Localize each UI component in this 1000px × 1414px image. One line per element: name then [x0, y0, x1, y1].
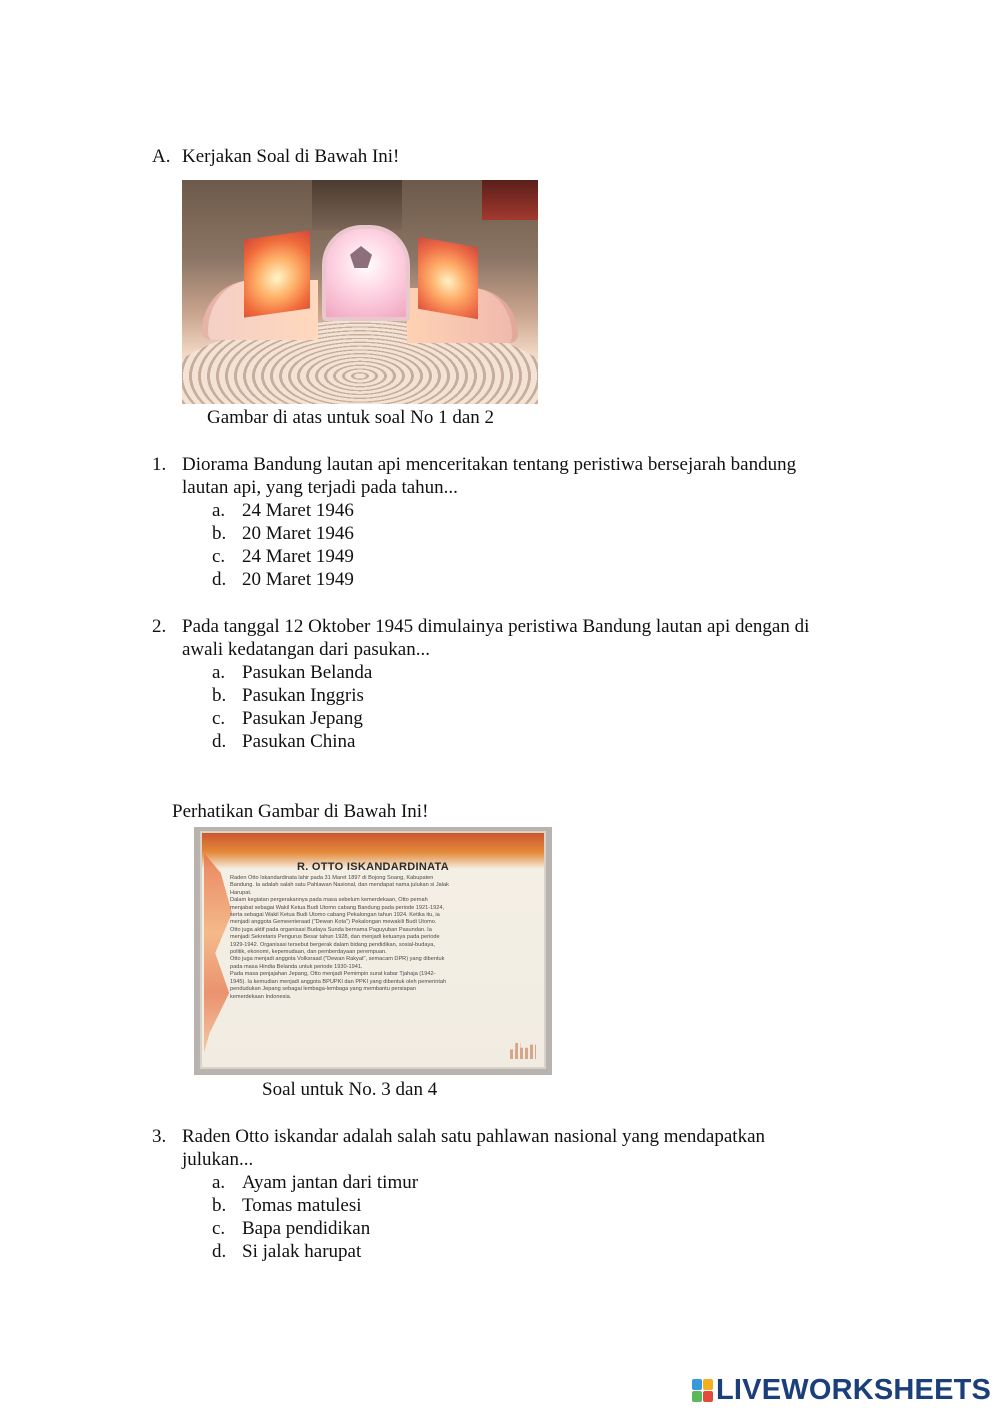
option-text: 24 Maret 1946	[242, 500, 354, 521]
diorama-pillar	[312, 180, 402, 230]
option-c[interactable]	[212, 545, 354, 568]
option-text: Pasukan Belanda	[242, 662, 373, 683]
question-text-line1: Raden Otto iskandar adalah salah satu pahlawan nasional yang mendapatkan	[182, 1126, 765, 1147]
option-letter: b.	[212, 1195, 227, 1216]
option-c[interactable]	[212, 707, 363, 730]
option-letter: d.	[212, 569, 227, 590]
question-number: 2.	[152, 616, 167, 637]
option-letter: a.	[212, 662, 226, 683]
logo-text: LIVEWORKSHEETS	[716, 1373, 992, 1406]
plaque-ribbon-decoration	[204, 853, 232, 1053]
plaque-body: Raden Otto Iskandardinata lahir pada 31 Maret 1897 di Bojong Soang, Kabupaten Bandung. Ia adalah salah satu Pahlawan Nasional, dan mendapat nama julukan si Jalak Harupat. Dalam kegiatan pergerakannya pada masa sebelum kemerdekaan, Otto pernah menjabat sebagai Wakil Ketua Budi Utomo cabang Bandung pada periode 1921-1924, serta sebagai Wakil Ketua Budi Utomo cabang Pekalongan tahun 1924. Ketika itu, ia menjadi anggota Gemeenteraad ("Dewan Kota") Pekalongan mewakili Budi Utomo. Otto juga aktif pada organisasi Budaya Sunda bernama Paguyuban Pasundan. Ia menjadi Sekretaris Pengurus Besar tahun 1928, dan menjadi ketuanya pada periode 1929-1942. Organisasi tersebut bergerak dalam bidang pendidikan, sosial-budaya, politik, ekonomi, kepemudaan, dan pemberdayaan perempuan. Otto juga menjadi anggota Volksraad ("Dewan Rakyat", semacam DPR) yang dibentuk pada masa Hindia Belanda untuk periode 1930-1941. Pada masa penjajahan Jepang, Otto menjadi Pemimpin surat kabar Tjahaja (1942- 1945). Ia kemudian menjadi anggota BPUPKI dan PPKI yang dibentuk oleh pemerintah pendudukan Jepang sebagai lembaga-lembaga yang membantu persiapan kemerdekaan Indonesia.	[230, 875, 449, 1000]
instruction-text: Perhatikan Gambar di Bawah Ini!	[172, 801, 429, 822]
liveworksheets-logo-icon	[692, 1379, 712, 1401]
option-a[interactable]	[212, 661, 372, 684]
section-letter: A.	[152, 146, 171, 167]
option-text: Pasukan Jepang	[242, 708, 363, 729]
option-d[interactable]	[212, 568, 354, 591]
option-letter: b.	[212, 523, 227, 544]
question-text-line1: Diorama Bandung lautan api menceritakan tentang peristiwa bersejarah bandung	[182, 454, 797, 475]
option-letter: c.	[212, 546, 226, 567]
option-text: Pasukan China	[242, 731, 356, 752]
photo2-caption: Soal untuk No. 3 dan 4	[262, 1079, 438, 1100]
question-text-line2: julukan...	[182, 1149, 254, 1170]
option-b[interactable]	[212, 684, 364, 707]
building-skyline-icon	[510, 1043, 536, 1059]
option-d[interactable]	[212, 1240, 361, 1263]
liveworksheets-logo[interactable]	[692, 1374, 991, 1406]
option-text: Tomas matulesi	[242, 1195, 362, 1216]
question-text-line2: lautan api, yang terjadi pada tahun...	[182, 477, 458, 498]
diorama-background-display	[482, 180, 538, 220]
diorama-left-fire-panel	[244, 230, 310, 317]
section-title: Kerjakan Soal di Bawah Ini!	[182, 146, 400, 167]
option-text: 20 Maret 1946	[242, 523, 354, 544]
option-letter: a.	[212, 1172, 226, 1193]
diorama-right-fire-panel	[418, 237, 478, 320]
info-plaque	[200, 831, 546, 1069]
question-text-line1: Pada tanggal 12 Oktober 1945 dimulainya peristiwa Bandung lautan api dengan di	[182, 616, 810, 637]
question-number: 3.	[152, 1126, 167, 1147]
diorama-arch	[322, 225, 410, 321]
option-a[interactable]	[212, 1171, 418, 1194]
diorama-photo	[182, 180, 538, 404]
option-text: 24 Maret 1949	[242, 546, 354, 567]
option-c[interactable]	[212, 1217, 370, 1240]
logo-square	[692, 1379, 702, 1390]
section-heading	[152, 145, 399, 168]
option-text: Pasukan Inggris	[242, 685, 364, 706]
question-text-line2: awali kedatangan dari pasukan...	[182, 639, 430, 660]
option-letter: a.	[212, 500, 226, 521]
question-number: 1.	[152, 454, 167, 475]
option-text: Ayam jantan dari timur	[242, 1172, 419, 1193]
logo-square	[703, 1379, 713, 1390]
option-b[interactable]	[212, 1194, 362, 1217]
option-text: Si jalak harupat	[242, 1241, 362, 1262]
option-b[interactable]	[212, 522, 354, 545]
option-d[interactable]	[212, 730, 355, 753]
plaque-photo	[194, 827, 552, 1075]
option-text: Bapa pendidikan	[242, 1218, 371, 1239]
photo1-caption: Gambar di atas untuk soal No 1 dan 2	[207, 407, 495, 428]
option-letter: c.	[212, 708, 226, 729]
option-letter: b.	[212, 685, 227, 706]
option-letter: c.	[212, 1218, 226, 1239]
logo-square	[692, 1391, 702, 1402]
option-letter: d.	[212, 731, 227, 752]
option-letter: d.	[212, 1241, 227, 1262]
logo-square	[703, 1391, 713, 1402]
option-a[interactable]	[212, 499, 354, 522]
option-text: 20 Maret 1949	[242, 569, 354, 590]
plaque-title: R. OTTO ISKANDARDINATA	[296, 861, 450, 873]
